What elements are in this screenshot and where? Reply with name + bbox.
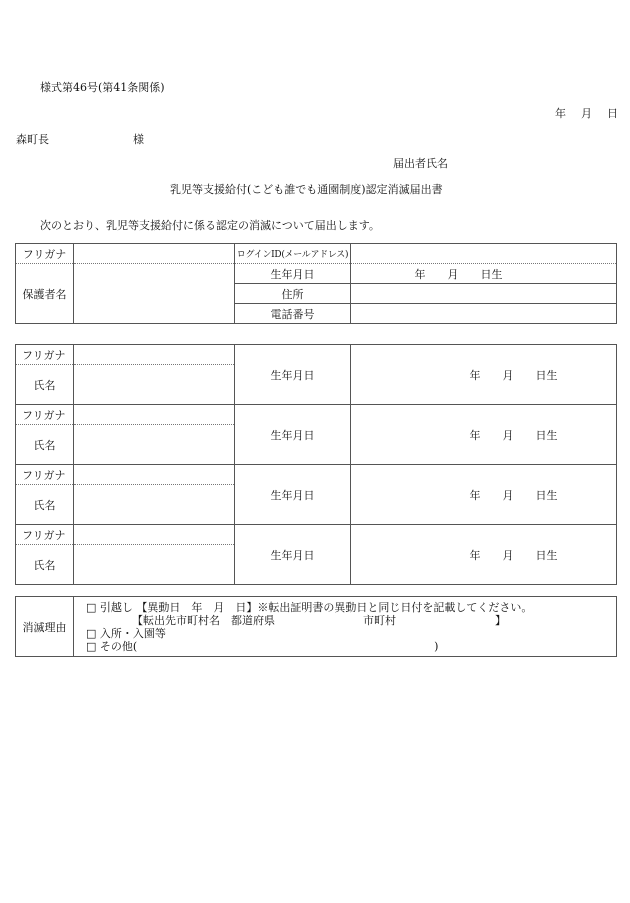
login-id-label: ログインID(メールアドレス): [235, 244, 351, 264]
child-2-birthdate-label: 生年月日: [235, 405, 351, 465]
child-4-birthdate-field[interactable]: 年 月 日生: [351, 525, 617, 585]
child-4-furigana-label: フリガナ: [16, 525, 74, 545]
reason-options: [74, 597, 617, 657]
reason-table: [15, 596, 617, 657]
honorific: 様: [133, 133, 144, 146]
child-4-furigana-field[interactable]: [74, 525, 235, 545]
login-id-field[interactable]: [351, 244, 617, 264]
child-3-furigana-label: フリガナ: [16, 465, 74, 485]
reason-admission-option[interactable]: □ 入所・入園等: [86, 627, 166, 640]
reason-label: 消滅理由: [16, 597, 74, 657]
child-2-birthdate-field[interactable]: 年 月 日生: [351, 405, 617, 465]
child-1-furigana-field[interactable]: [74, 345, 235, 365]
applicant-name-label: 届出者氏名: [393, 157, 448, 170]
recipient: 森町長: [16, 133, 49, 146]
child-1-birthdate-field[interactable]: 年 月 日生: [351, 345, 617, 405]
child-1-name-field[interactable]: [74, 365, 235, 405]
child-3-birthdate-field[interactable]: 年 月 日生: [351, 465, 617, 525]
phone-field[interactable]: [351, 304, 617, 324]
date-line: 年 月 日: [555, 107, 620, 120]
reason-moving-option[interactable]: □ 引越し 【異動日 年 月 日】※転出証明書の異動日と同じ日付を記載してください。: [86, 601, 533, 614]
address-field[interactable]: [351, 284, 617, 304]
reason-other-option[interactable]: □ その他( ): [86, 640, 439, 653]
guardian-name-field[interactable]: [74, 264, 235, 324]
guardian-name-label: 保護者名: [16, 264, 74, 324]
form-number: 様式第46号(第41条関係): [40, 81, 165, 94]
child-3-birthdate-label: 生年月日: [235, 465, 351, 525]
child-3-furigana-field[interactable]: [74, 465, 235, 485]
guardian-table: [15, 243, 617, 324]
phone-label: 電話番号: [235, 304, 351, 324]
child-4-birthdate-label: 生年月日: [235, 525, 351, 585]
child-2-furigana-field[interactable]: [74, 405, 235, 425]
reason-destination-line[interactable]: 【転出先市町村名 都道府県 市町村 】: [132, 614, 506, 627]
guardian-furigana-field[interactable]: [74, 244, 235, 264]
address-label: 住所: [235, 284, 351, 304]
child-1-birthdate-label: 生年月日: [235, 345, 351, 405]
child-4-name-label: 氏名: [16, 545, 74, 585]
child-1-furigana-label: フリガナ: [16, 345, 74, 365]
guardian-birthdate-field[interactable]: 年 月 日生: [351, 264, 617, 284]
guardian-birthdate-label: 生年月日: [235, 264, 351, 284]
intro-text: 次のとおり、乳児等支援給付に係る認定の消滅について届出します。: [40, 219, 380, 232]
child-4-name-field[interactable]: [74, 545, 235, 585]
child-2-name-label: 氏名: [16, 425, 74, 465]
child-2-furigana-label: フリガナ: [16, 405, 74, 425]
child-3-name-label: 氏名: [16, 485, 74, 525]
page-title: 乳児等支援給付(こども誰でも通園制度)認定消滅届出書: [170, 183, 443, 196]
child-1-name-label: 氏名: [16, 365, 74, 405]
child-2-name-field[interactable]: [74, 425, 235, 465]
children-table: [15, 344, 617, 585]
child-3-name-field[interactable]: [74, 485, 235, 525]
guardian-furigana-label: フリガナ: [16, 244, 74, 264]
